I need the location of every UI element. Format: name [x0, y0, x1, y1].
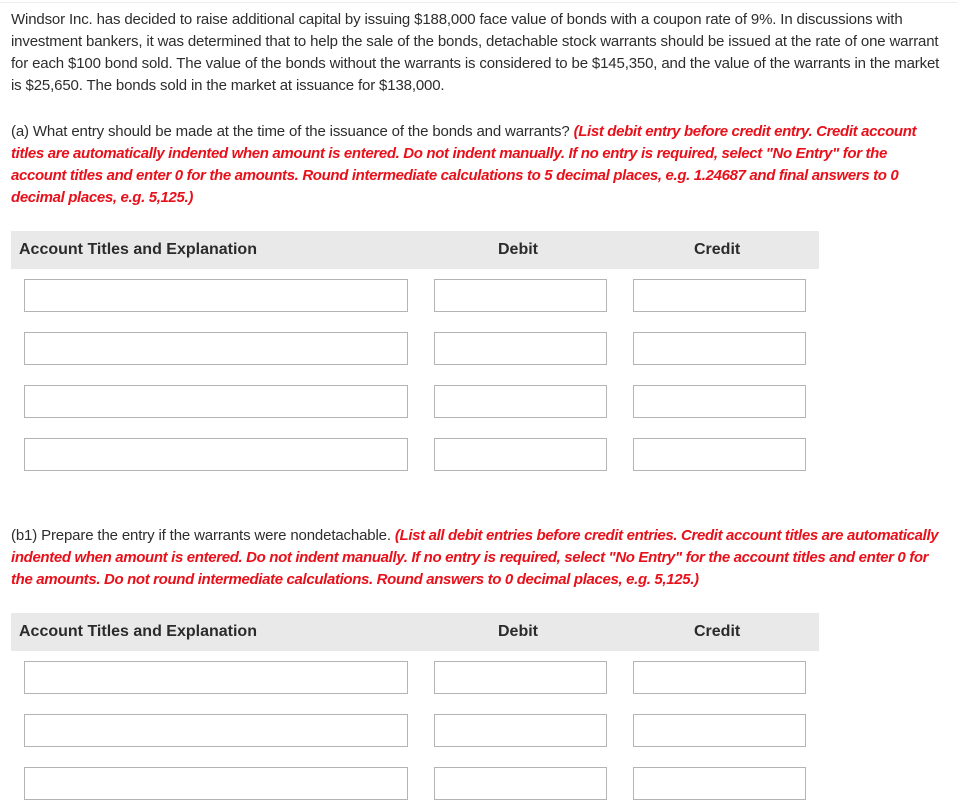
part-a-row-4-debit-input[interactable]	[434, 438, 607, 471]
part-b1-row-3-credit-input[interactable]	[633, 767, 806, 800]
part-b1-prompt	[11, 525, 941, 591]
part-a-row-4-account-input[interactable]	[24, 438, 408, 471]
part-b1-question: (b1) Prepare the entry if the warrants were nondetachable.	[11, 527, 395, 544]
account-titles-header: Account Titles and Explanation	[19, 241, 257, 258]
part-a-table-header	[11, 231, 819, 269]
part-a-row-1-debit-input[interactable]	[434, 279, 607, 312]
part-b1-row-2-debit-input[interactable]	[434, 714, 607, 747]
part-b1-row-2-account-input[interactable]	[24, 714, 408, 747]
part-a-instructions: (List debit entry before credit entry. Credit account titles are automatically indented when amount is entered. Do not indent manually. If no entry is required, select "No Entry" for the account titles and enter 0 for the amounts. Round intermediate calculations to 5 decimal places, e.g. 1.24687 and final answers to 0 decimal places, e.g. 5,125.)	[11, 123, 917, 206]
part-a-question: (a) What entry should be made at the time of the issuance of the bonds and warrants?	[11, 123, 574, 140]
top-divider	[0, 2, 957, 3]
part-b1-row-3-account-input[interactable]	[24, 767, 408, 800]
part-b1-row-1-debit-input[interactable]	[434, 661, 607, 694]
part-b1-table-header	[11, 613, 819, 651]
part-a-row-1-credit-input[interactable]	[633, 279, 806, 312]
problem-statement: Windsor Inc. has decided to raise additional capital by issuing $188,000 face value of bonds with a coupon rate of 9%. In discussions with investment bankers, it was determined that to help the sale of the bonds, detachable stock warrants should be issued at the rate of one warrant for each $100 bond sold. The value of the bonds without the warrants is considered to be $145,350, and the value of the warrants in the market is $25,650. The bonds sold in the market at issuance for $138,000.	[11, 11, 940, 94]
part-b1-row-3-debit-input[interactable]	[434, 767, 607, 800]
part-b1-instructions: (List all debit entries before credit entries. Credit account titles are automatically indented when amount is entered. Do not indent manually. If no entry is required, select "No Entry" for the account titles and enter 0 for the amounts. Do not round intermediate calculations. Round answers to 0 decimal places, e.g. 5,125.)	[11, 527, 939, 588]
part-a-row-4-credit-input[interactable]	[633, 438, 806, 471]
debit-header: Debit	[498, 623, 538, 640]
part-a-row-2-account-input[interactable]	[24, 332, 408, 365]
part-b1-row-2-credit-input[interactable]	[633, 714, 806, 747]
part-a-row-1-account-input[interactable]	[24, 279, 408, 312]
part-a-row-2-debit-input[interactable]	[434, 332, 607, 365]
debit-header: Debit	[498, 241, 538, 258]
credit-header: Credit	[694, 623, 741, 640]
part-a-row-3-credit-input[interactable]	[633, 385, 806, 418]
part-a-row-3-debit-input[interactable]	[434, 385, 607, 418]
part-a-row-3-account-input[interactable]	[24, 385, 408, 418]
account-titles-header: Account Titles and Explanation	[19, 623, 257, 640]
part-b1-row-1-account-input[interactable]	[24, 661, 408, 694]
part-a-prompt	[11, 121, 941, 209]
part-b1-row-1-credit-input[interactable]	[633, 661, 806, 694]
part-a-row-2-credit-input[interactable]	[633, 332, 806, 365]
credit-header: Credit	[694, 241, 741, 258]
